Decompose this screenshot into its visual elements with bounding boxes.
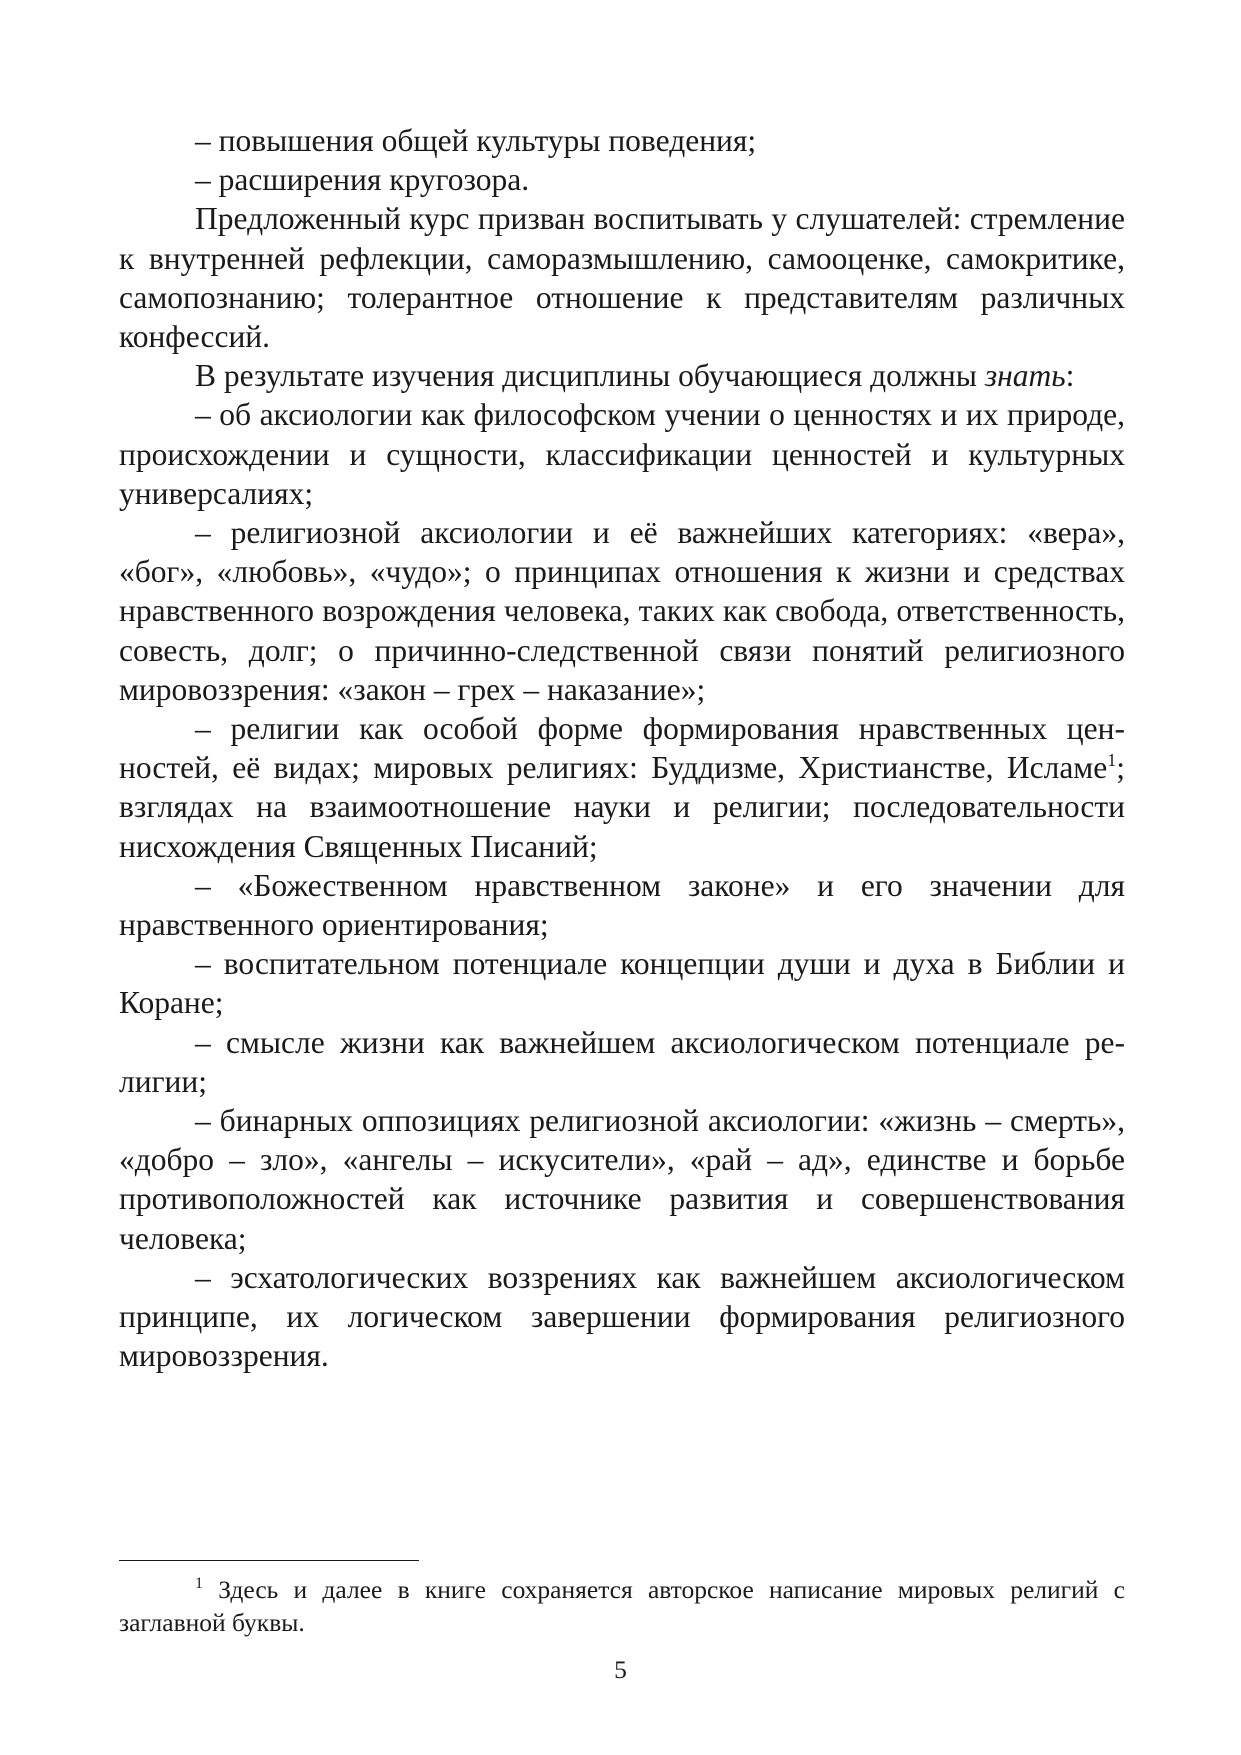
know-colon: : [1065,358,1075,394]
list-item: – воспитательном потенциале концепции души и духа в Библии и Коране; [119,946,1125,1021]
bullet-item: – повышения общей культуры поведения; [195,123,757,158]
list-item: – эсхатологических воззрениях как важнейшем аксиологическом принципе, их логическом завершении формирования религиозного мировоззрения. [119,1259,1125,1374]
list-item: – «Божественном нравственном законе» и его значении для нравственного ориентирования; [119,867,1125,943]
know-emphasis: знать [984,358,1066,394]
list-item-text: – религии как особой форме формирования нравственных ценностей, её видах; мировых религиях: Буддизме, Христианстве, Исламе [119,711,1125,786]
list-item [119,709,1125,866]
footnote [119,1573,1125,1639]
footnote-marker: 1 [195,1575,203,1592]
footnote-text: Здесь и далее в книге сохраняется авторское написание мировых религий с заглавной буквы. [119,1575,1125,1637]
page-number: 5 [614,1655,627,1684]
list-item: – религиозной аксиологии и её важнейших категориях: «вера», «бог», «любовь», «чудо»; о принципах отношения к жизни и средствах нравственного возрождения человека, таких как свобода, ответственность, совесть, долг; о причинно-следственной связи понятий религиозного мировоззрения: «закон – грех – наказание»; [119,515,1125,707]
list-item: – смысле жизни как важнейшем аксиологическом потенциале религии; [119,1024,1125,1099]
paragraph-know-intro [119,356,1125,395]
know-intro-text: В результате изучения дисциплины обучающиеся должны [195,358,985,394]
list-item: – бинарных оппозициях религиозной аксиологии: «жизнь – смерть», «добро – зло», «ангелы – искусители», «рай – ад», единстве и борьбе противоположностей как источнике развития и совершенствования человека; [119,1103,1125,1256]
main-text [119,121,1125,1376]
footnote-reference: 1 [1107,750,1117,771]
bullet-item: – расширения кругозора. [195,162,530,198]
list-item: – об аксиологии как философском учении о ценностях и их природе, происхождении и сущности, классификации ценностей и культурных универсалиях; [119,397,1125,511]
paragraph-course: Предложенный курс призван воспитывать у слушателей: стремление к внутренней рефлекции, саморазмышлению, самооценке, самокритике, самопознанию; толерантное отношение к представителям различных конфессий. [119,201,1125,355]
list-item-text: ; взглядах на взаимоотношение науки и религии; последовательности нисхождения Священных Писаний; [119,750,1125,864]
footnote-divider [119,1560,419,1561]
